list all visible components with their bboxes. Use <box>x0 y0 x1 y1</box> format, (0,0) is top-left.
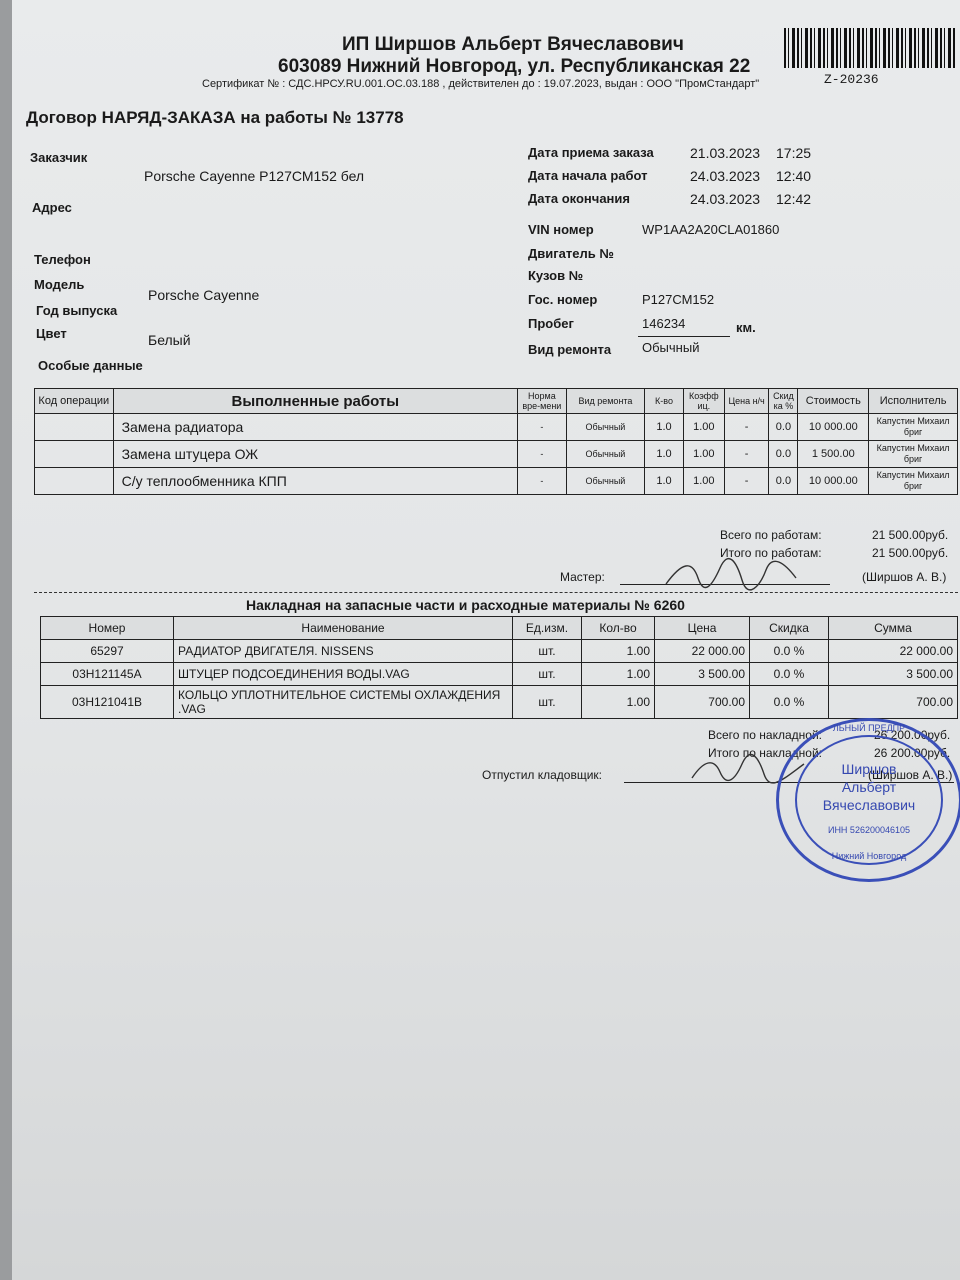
stamp-line2: Альберт <box>841 779 897 795</box>
work-executor: Капустин Михаил бриг <box>869 441 958 468</box>
end-time: 12:42 <box>776 191 812 207</box>
section-divider <box>34 592 958 593</box>
company-address: 603089 Нижний Новгород, ул. Республиканская 22 <box>278 56 751 77</box>
work-type: Обычный <box>566 441 644 468</box>
work-code <box>35 441 114 468</box>
part-qty: 1.00 <box>582 663 655 686</box>
col-discount: Скид ка % <box>769 389 798 414</box>
col-name: Наименование <box>174 617 513 640</box>
col-number: Номер <box>41 617 174 640</box>
part-discount: 0.0 % <box>750 686 829 719</box>
stamp-line1: Ширшов <box>841 761 897 777</box>
parts-final-value: 26 200.00руб. <box>874 746 951 760</box>
work-name: Замена штуцера ОЖ <box>113 441 517 468</box>
col-cost: Стоимость <box>798 389 869 414</box>
works-table <box>34 388 958 495</box>
work-type: Обычный <box>566 414 644 441</box>
table-row <box>35 441 958 468</box>
work-executor: Капустин Михаил бриг <box>869 414 958 441</box>
part-unit: шт. <box>513 663 582 686</box>
work-qty: 1.0 <box>645 414 684 441</box>
model-label: Модель <box>34 277 85 292</box>
parts-table <box>40 616 958 719</box>
work-discount: 0.0 <box>769 441 798 468</box>
part-name: КОЛЬЦО УПЛОТНИТЕЛЬНОЕ СИСТЕМЫ ОХЛАЖДЕНИЯ .VAG <box>174 686 513 719</box>
col-discount: Скидка <box>750 617 829 640</box>
part-name: РАДИАТОР ДВИГАТЕЛЯ. NISSENS <box>174 640 513 663</box>
company-name: ИП Ширшов Альберт Вячеславович <box>342 34 684 55</box>
work-executor: Капустин Михаил бриг <box>869 468 958 495</box>
col-price: Цена н/ч <box>724 389 769 414</box>
part-number: 03Н121041В <box>41 686 174 719</box>
work-type: Обычный <box>566 468 644 495</box>
master-label: Мастер: <box>560 570 605 584</box>
certificate: Сертификат № : СДС.НРСУ.RU.001.ОС.03.188 , действителен до : 19.07.2023, выдан : ООО "ПромСтандарт" <box>202 78 760 90</box>
work-cost: 10 000.00 <box>798 468 869 495</box>
col-code: Код операции <box>35 389 114 414</box>
plate-value: Р127СМ152 <box>642 292 715 307</box>
work-qty: 1.0 <box>645 441 684 468</box>
col-norm: Норма вре-мени <box>517 389 566 414</box>
parts-header-row <box>41 617 958 640</box>
received-time: 17:25 <box>776 145 812 161</box>
stamp-top-text: ЛЬНЫЙ ПРЕДПР <box>832 723 906 733</box>
col-sum: Сумма <box>829 617 958 640</box>
works-header-row <box>35 389 958 414</box>
end-date: 24.03.2023 <box>690 191 761 207</box>
work-qty: 1.0 <box>645 468 684 495</box>
part-qty: 1.00 <box>582 686 655 719</box>
received-label: Дата приема заказа <box>528 145 654 160</box>
part-unit: шт. <box>513 640 582 663</box>
model-value: Porsche Cayenne <box>148 287 260 303</box>
storekeeper-label: Отпустил кладовщик: <box>482 768 602 782</box>
engine-label: Двигатель № <box>528 246 614 261</box>
works-total-label: Всего по работам: <box>720 528 822 542</box>
work-cost: 1 500.00 <box>798 441 869 468</box>
customer-value: Porsche Cayenne Р127СМ152 бел <box>144 168 365 184</box>
part-price: 700.00 <box>655 686 750 719</box>
work-code <box>35 414 114 441</box>
work-norm: - <box>517 441 566 468</box>
vin-label: VIN номер <box>528 222 594 237</box>
part-price: 3 500.00 <box>655 663 750 686</box>
received-date: 21.03.2023 <box>690 145 761 161</box>
parts-total-value: 26 200.00руб. <box>874 728 951 742</box>
part-sum: 22 000.00 <box>829 640 958 663</box>
mileage-value: 146234 <box>642 316 686 331</box>
color-label: Цвет <box>36 326 67 341</box>
col-price: Цена <box>655 617 750 640</box>
col-executor: Исполнитель <box>869 389 958 414</box>
parts-total-label: Всего по накладной: <box>708 728 823 742</box>
end-label: Дата окончания <box>528 191 630 206</box>
col-works: Выполненные работы <box>113 389 517 414</box>
work-cost: 10 000.00 <box>798 414 869 441</box>
barcode-code: Z-20236 <box>824 72 879 87</box>
work-price: - <box>724 441 769 468</box>
col-unit: Ед.изм. <box>513 617 582 640</box>
works-final-label: Итого по работам: <box>720 546 822 560</box>
mileage-underline <box>638 336 730 337</box>
table-row <box>41 640 958 663</box>
work-coef: 1.00 <box>683 441 724 468</box>
master-name: (Ширшов А. В.) <box>862 570 947 584</box>
works-total-value: 21 500.00руб. <box>872 528 949 542</box>
parts-title: Накладная на запасные части и расходные материалы № 6260 <box>246 597 685 613</box>
start-time: 12:40 <box>776 168 812 184</box>
master-signature <box>662 556 802 592</box>
customer-label: Заказчик <box>30 150 88 165</box>
stamp-inn: ИНН 526200046105 <box>827 825 911 835</box>
col-type: Вид ремонта <box>566 389 644 414</box>
work-name: Замена радиатора <box>113 414 517 441</box>
work-coef: 1.00 <box>683 414 724 441</box>
work-name: С/у теплообменника КПП <box>113 468 517 495</box>
col-coef: Коэфф иц. <box>683 389 724 414</box>
company-stamp <box>776 718 960 882</box>
body-label: Кузов № <box>528 268 584 283</box>
col-qty: Кол-во <box>582 617 655 640</box>
part-number: 65297 <box>41 640 174 663</box>
part-number: 03Н121145А <box>41 663 174 686</box>
stamp-line3: Вячеславович <box>822 797 916 813</box>
parts-final-label: Итого по накладной: <box>708 746 822 760</box>
part-discount: 0.0 % <box>750 640 829 663</box>
work-discount: 0.0 <box>769 468 798 495</box>
table-row <box>35 414 958 441</box>
work-norm: - <box>517 468 566 495</box>
col-qty: К-во <box>645 389 684 414</box>
part-discount: 0.0 % <box>750 663 829 686</box>
works-final-value: 21 500.00руб. <box>872 546 949 560</box>
document-page <box>12 0 960 1280</box>
work-discount: 0.0 <box>769 414 798 441</box>
repair-label: Вид ремонта <box>528 342 612 357</box>
plate-label: Гос. номер <box>528 292 598 307</box>
mileage-label: Пробег <box>528 316 574 331</box>
barcode <box>784 28 956 68</box>
vin-value: WP1AA2A20CLA01860 <box>642 222 780 237</box>
part-sum: 700.00 <box>829 686 958 719</box>
repair-value: Обычный <box>642 340 700 355</box>
part-name: ШТУЦЕР ПОДСОЕДИНЕНИЯ ВОДЫ.VAG <box>174 663 513 686</box>
mileage-unit: км. <box>736 320 756 335</box>
work-norm: - <box>517 414 566 441</box>
stamp-city: Нижний Новгород <box>831 851 907 861</box>
work-price: - <box>724 414 769 441</box>
address-label: Адрес <box>32 200 72 215</box>
table-row <box>41 686 958 719</box>
special-label: Особые данные <box>38 358 143 373</box>
part-sum: 3 500.00 <box>829 663 958 686</box>
part-unit: шт. <box>513 686 582 719</box>
work-coef: 1.00 <box>683 468 724 495</box>
work-code <box>35 468 114 495</box>
part-price: 22 000.00 <box>655 640 750 663</box>
table-row <box>41 663 958 686</box>
phone-label: Телефон <box>34 252 91 267</box>
color-value: Белый <box>148 332 191 348</box>
part-qty: 1.00 <box>582 640 655 663</box>
table-row <box>35 468 958 495</box>
year-label: Год выпуска <box>36 303 118 318</box>
work-price: - <box>724 468 769 495</box>
storekeeper-name: (Ширшов А. В.) <box>868 768 953 782</box>
start-date: 24.03.2023 <box>690 168 761 184</box>
document-title: Договор НАРЯД-ЗАКАЗА на работы № 13778 <box>26 108 404 127</box>
start-label: Дата начала работ <box>528 168 648 183</box>
